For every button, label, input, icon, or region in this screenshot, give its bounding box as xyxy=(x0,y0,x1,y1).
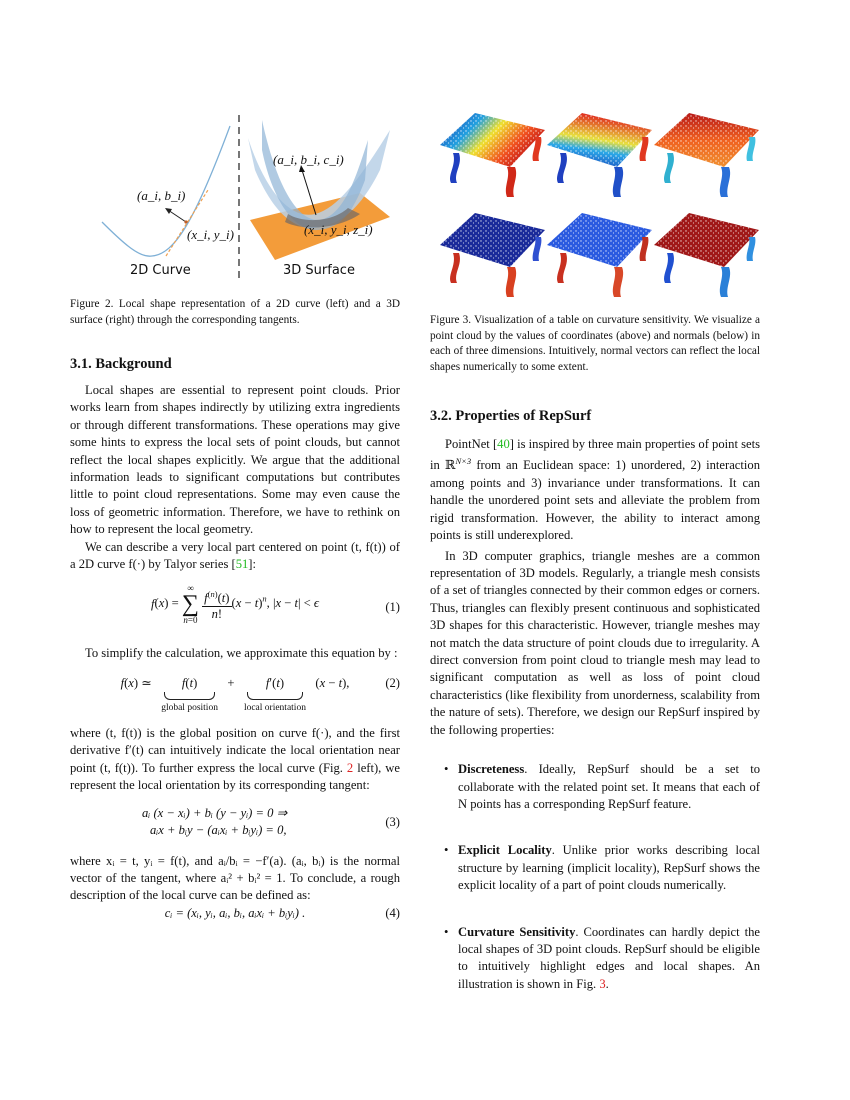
label-local-orientation: local orientation xyxy=(243,703,306,714)
table-z-coordinate xyxy=(654,113,759,197)
label-2d-point: (x_i, y_i) xyxy=(187,227,234,242)
background-paragraph-1: Local shapes are essential to represent point clouds. Prior works learn from shapes indirectly by utilizing extra ingredients or through different transformations. These operations may give some hints to express the local sets of point clouds, but cannot reflect the local shapes explicitly. We argue that the additional information leads to significant computations but contributes little to point cloud representations. Some may even cause the loss of geometric information. Therefore, we have to rethink on how to represent the local geometry. xyxy=(70,383,400,537)
figure-3-point-cloud-grid xyxy=(435,105,765,300)
citation-51[interactable]: 51 xyxy=(235,557,249,572)
figure-3-reference[interactable]: 3 xyxy=(599,976,606,991)
label-global-position: global position xyxy=(161,703,218,714)
list-item-discreteness: • Discreteness. Ideally, RepSurf should be a set to collaborate with the related point set. It means that each of N points has a corresponding RepSurf feature. xyxy=(444,761,760,813)
background-paragraph-5: where xᵢ = t, yᵢ = f(t), and aᵢ/bᵢ = −f′(a). (aᵢ, bᵢ) is the normal vector of the tangent, where aᵢ² + bᵢ² = 1. To conclude, a rough description of the local curve can be defined as: xyxy=(70,853,400,903)
figure-3 xyxy=(435,105,765,300)
equation-4-number: (4) xyxy=(385,905,400,920)
background-paragraph-3: To simplify the calculation, we approximate this equation by : xyxy=(85,646,398,661)
background-paragraph-4: where (t, f(t)) is the global position on curve f(·), and the first derivative f′(t) can intuitively indicate the local orientation near point (t, f(t)). To further express the local curve (Fig. 2 left), we represent the local orientation by its corresponding tangent: xyxy=(70,725,400,793)
list-item-explicit-locality: • Explicit Locality. Unlike prior works describing local structure by learning (implicit locality), RepSurf shows the explicit locality of a part of point clouds numerically. xyxy=(444,842,760,894)
equation-1-number: (1) xyxy=(385,600,400,615)
label-3d-normal: (a_i, b_i, c_i) xyxy=(273,152,344,167)
figure-2-reference[interactable]: 2 xyxy=(346,760,354,775)
figure-2 xyxy=(90,110,410,290)
equation-3: aᵢ (x − xᵢ) + bᵢ (y − yᵢ) = 0 ⇒ aᵢx + bᵢy − (aᵢxᵢ + bᵢyᵢ) = 0, (3) xyxy=(142,805,400,837)
panel-title-2d-curve: 2D Curve xyxy=(130,263,191,278)
section-title-background: 3.1. Background xyxy=(70,356,172,372)
citation-40[interactable]: 40 xyxy=(497,437,510,451)
label-3d-point: (x_i, y_i, z_i) xyxy=(304,222,373,237)
equation-2: f(x) ≃ f(t) global position + f′(t) local orientation (x − t), (2) xyxy=(120,675,400,714)
properties-list xyxy=(430,761,760,993)
equation-3-number: (3) xyxy=(385,814,400,829)
panel-title-3d-surface: 3D Surface xyxy=(283,263,355,278)
table-x-coordinate xyxy=(440,113,545,197)
table-x-normal xyxy=(440,213,545,297)
background-paragraph-2: We can describe a very local part centered on point (t, f(t)) of a 2D curve f(·) by Talyor series [51]: xyxy=(70,539,400,572)
properties-paragraph-1: PointNet [40] is inspired by three main properties of point sets in ℝ$^{N\times 3}$ from an Euclidean space: 1) unordered, 2) interaction among points and 3) invariance under transformations. It can handle the unordered point sets and alleviate the problem from rigid transformation. However, the ability to interact among points is still underexplored. xyxy=(430,437,761,543)
list-item-curvature-sensitivity: • Curvature Sensitivity. Coordinates can hardly depict the local shapes of 3D point clouds. RepSurf should be eligible to intuitively highlight edges and local shapes. An illustration is shown in Fig. 3. xyxy=(444,924,760,994)
table-y-normal xyxy=(547,213,652,297)
equation-1: f(x) = ∞ ∑ n=0 $\frac{f^{(n)}(t)}{n!}$ $(x - t)^n$, |x − t| < ϵ (1) xyxy=(151,583,400,626)
table-y-coordinate xyxy=(547,113,652,197)
label-2d-normal: (a_i, b_i) xyxy=(137,188,186,203)
figure-3-caption: Figure 3. Visualization of a table on curvature sensitivity. We visualize a point cloud by the values of coordinates (above) and normals (below) in each of three dimensions. Intuitively, normal vectors can reflect the local shapes numerically to some extent. xyxy=(430,314,760,373)
properties-paragraph-2: In 3D computer graphics, triangle meshes are a common representation of 3D models. Regularly, a triangle mesh consists of a set of triangles connected by their common edges or corners. Thus, triangles can flexibly present continuous and sophisticated 3D shapes for this characteristic. However, triangle meshes may not match the data structure of point clouds due to irregularity. A direct conversion from point cloud to triangle mesh may lead to significant computation as well as loss of point cloud characteristics (like flexibility from unorderness, scalability from the nature of sets). Therefore, we design our RepSurf inspired by the following properties: xyxy=(430,548,760,737)
section-3-1 xyxy=(70,355,400,923)
table-z-normal xyxy=(654,213,759,297)
section-3-2 xyxy=(430,407,760,993)
section-title-properties: 3.2. Properties of RepSurf xyxy=(430,408,592,424)
equation-2-number: (2) xyxy=(385,675,400,690)
figure-2-caption: Figure 2. Local shape representation of a 2D curve (left) and a 3D surface (right) through the corresponding tangents. xyxy=(70,298,400,326)
equation-4: cᵢ = (xᵢ, yᵢ, aᵢ, bᵢ, aᵢxᵢ + bᵢyᵢ) . (4) xyxy=(70,905,400,923)
